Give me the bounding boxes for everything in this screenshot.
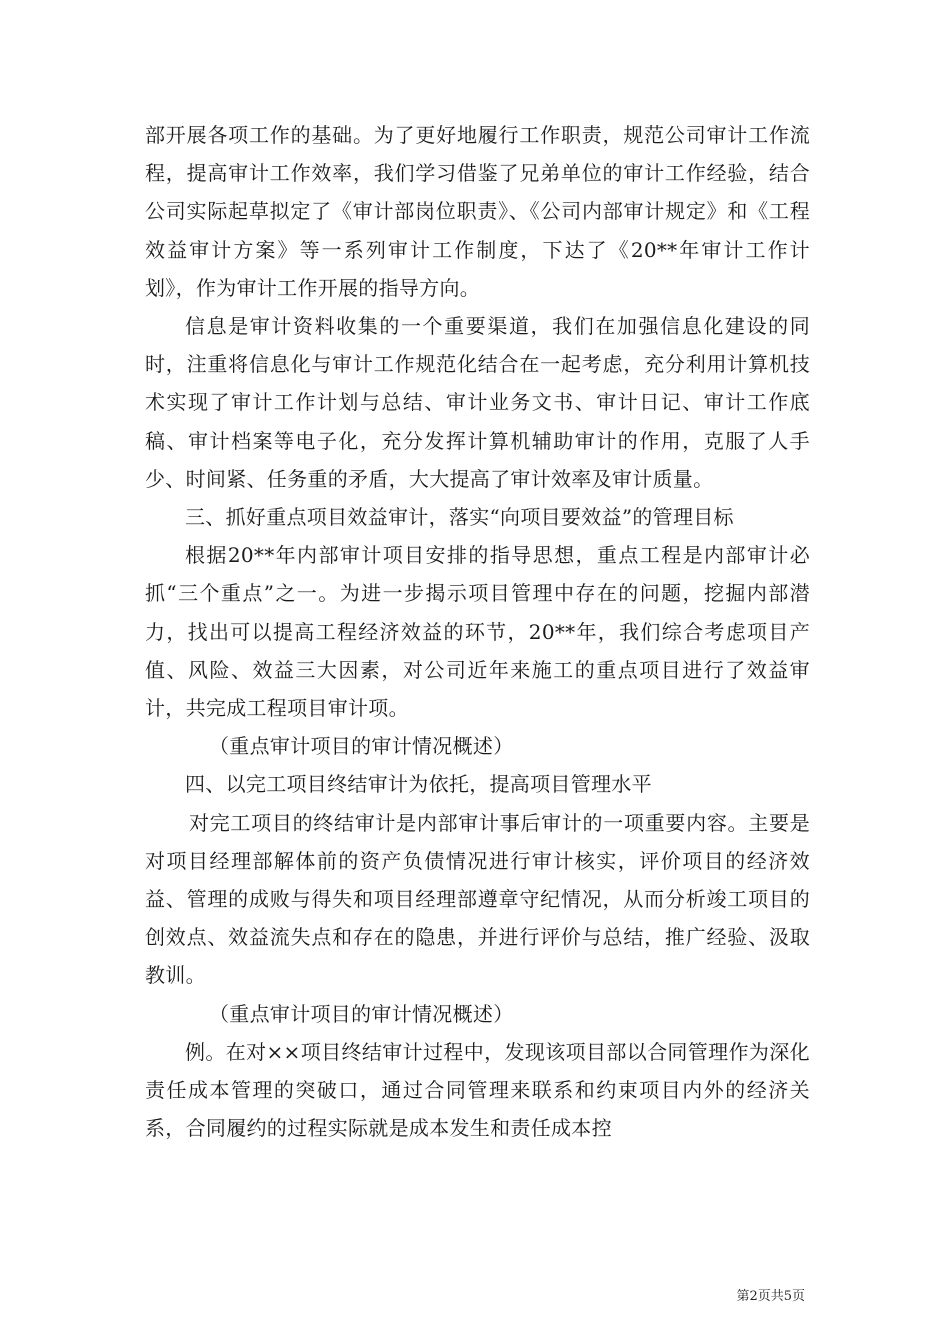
section-heading-three: 三、抓好重点项目效益审计，落实“向项目要效益”的管理目标 [185, 505, 734, 530]
page-number: 第2页共5页 [736, 1289, 805, 1304]
paragraph-key-projects: 根据20**年内部审计项目安排的指导思想，重点工程是内部审计必抓“三个重点”之一。为进一步揭示项目管理中存在的问题，挖掘内部潜力，找出可以提高工程经济效益的环节，20**年，我们综合考虑项目产值、风险、效益三大因素，对公司近年来施工的重点项目进行了效益审计，共完成工程项目审计项。 [145, 543, 810, 721]
paragraph-final-audit: 对完工项目的终结审计是内部审计事后审计的一项重要内容。主要是对项目经理部解体前的资产负债情况进行审计核实，评价项目的经济效益、管理的成败与得失和项目经理部遵章守纪情况，从而分析竣工项目的创效点、效益流失点和存在的隐患，并进行评价与总结，推广经验、汲取教训。 [145, 810, 810, 988]
paragraph-informatization: 信息是审计资料收集的一个重要渠道，我们在加强信息化建设的同时，注重将信息化与审计工作规范化结合在一起考虑，充分利用计算机技术实现了审计工作计划与总结、审计业务文书、审计日记、审计工作底稿、审计档案等电子化，充分发挥计算机辅助审计的作用，克服了人手少、时间紧、任务重的矛盾，大大提高了审计效率及审计质量。 [145, 314, 810, 491]
placeholder-summary-1: （重点审计项目的审计情况概述） [209, 734, 514, 759]
placeholder-summary-2: （重点审计项目的审计情况概述） [209, 1001, 514, 1026]
paragraph-example: 例。在对××项目终结审计过程中，发现该项目部以合同管理作为深化责任成本管理的突破口，通过合同管理来联系和约束项目内外的经济关系，合同履约的过程实际就是成本发生和责任成本控 [145, 1039, 810, 1141]
section-heading-four: 四、以完工项目终结审计为依托，提高项目管理水平 [185, 772, 652, 797]
document-body [145, 116, 810, 1147]
paragraph-continuation: 部开展各项工作的基础。为了更好地履行工作职责，规范公司审计工作流程，提高审计工作效率，我们学习借鉴了兄弟单位的审计工作经验，结合公司实际起草拟定了《审计部岗位职责》、《公司内部审计规定》和《工程效益审计方案》等一系列审计工作制度，下达了《20**年审计工作计划》，作为审计工作开展的指导方向。 [145, 123, 810, 300]
